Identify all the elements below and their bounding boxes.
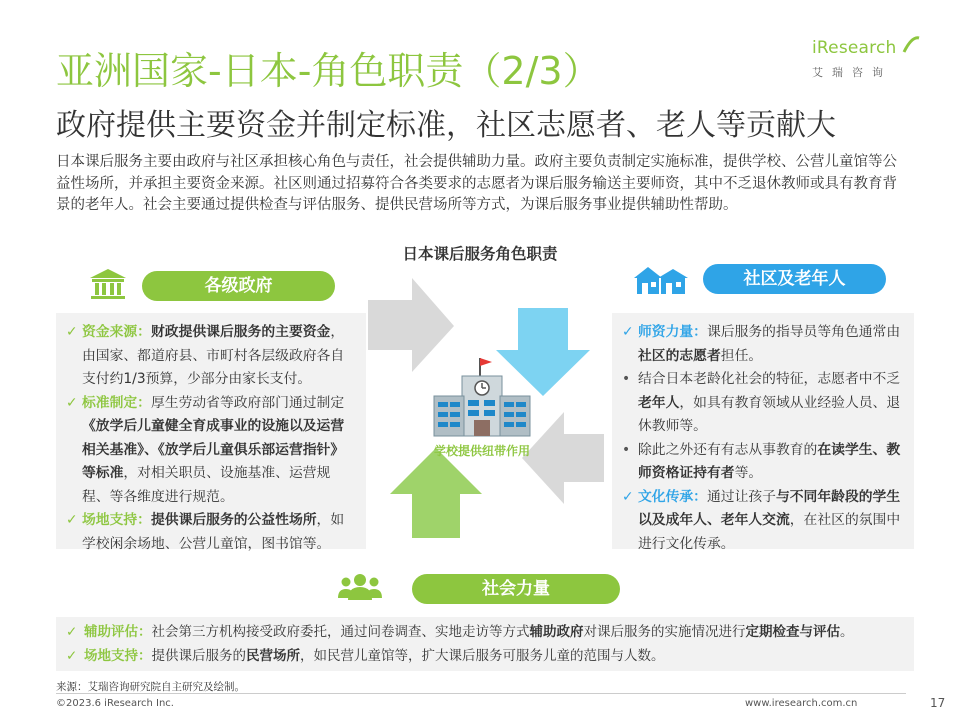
item-text: 厚生劳动省等政府部门通过制定 [150,394,345,411]
item-text: ，由国家、都道府县、市町村各层级政府各自支付约1/3预算，少部分由家长支付。 [82,324,345,387]
item-bold: 辅助政府 [529,624,584,640]
community-item-teachers [622,321,904,368]
item-text: 。 [840,624,854,640]
item-key: 标准制定： [82,394,151,411]
item-text: ，对相关职员、设施基准、运营规程、等各维度进行规范。 [82,465,331,505]
government-label: 各级政府 [142,271,335,301]
website-link[interactable]: www.iresearch.com.cn [745,698,858,709]
item-text: 结合日本老龄化社会的特征，志愿者中不乏 [638,371,901,387]
item-bold: 在读学生、教师资格证持有者 [638,441,901,481]
community-label: 社区及老年人 [703,264,886,294]
community-item-culture [622,486,904,557]
page-subtitle: 政府提供主要资金并制定标准，社区志愿者、老人等贡献大 [56,108,836,143]
footer-divider [56,693,906,694]
intro-paragraph: 日本课后服务主要由政府与社区承担核心角色与责任，社会提供辅助力量。政府主要负责制定实施标准，提供学校、公营儿童馆等公益性场所，并承担主要资金来源。社区则通过招募符合各类要求的志愿者为课后服务输送主要师资，其中不乏退休教师或具有教育背景的老年人。社会主要通过提供检查与评估服务、提供民营场所等方式，为课后服务事业提供辅助性帮助。 [56,154,897,213]
item-text: 等。 [734,465,763,481]
item-bold: 与不同年龄段的学生以及成年人、老年人交流 [638,488,901,528]
item-text: 社会第三方机构接受政府委托，通过问卷调查、实地走访等方式 [151,624,530,640]
item-text: 对课后服务的实施情况进行 [583,624,746,640]
item-text: ，在社区的氛围中进行文化传承。 [638,512,901,552]
item-text: 提供课后服务的 [151,648,246,664]
people-group-icon [338,572,382,602]
society-label: 社会力量 [412,574,620,604]
society-item-venue [66,644,904,668]
item-bold: 社区的志愿者 [638,347,721,364]
logo-wordmark: iResearch [812,38,897,58]
item-text: 课后服务的指导员等角色通常由 [706,324,901,340]
page-title: 亚洲国家-日本-角色职责（2/3） [56,49,601,93]
school-building-icon [430,356,534,440]
community-item-elderly [622,368,904,439]
check-icon: ✓ [66,624,78,640]
item-text: 通过让孩子 [706,488,776,505]
check-icon: ✓ [622,324,634,340]
page-number: 17 [930,696,946,710]
check-icon: ✓ [66,324,78,340]
item-text: ，如民营儿童馆等，扩大课后服务可服务儿童的范围与人数。 [300,648,665,664]
source-note: 来源：艾瑞咨询研究院自主研究及绘制。 [56,681,245,693]
government-panel [56,313,366,552]
logo-subtext: 艾瑞咨询 [812,66,892,79]
item-key: 文化传承： [638,488,707,505]
item-text: 担任。 [720,347,763,364]
item-key: 资金来源： [82,324,151,340]
diagram-center-label: 学校提供纽带作用 [433,444,530,458]
society-item-evaluation [66,620,904,644]
diagram-title: 日本课后服务角色职责 [402,245,558,263]
iresearch-logo [810,34,926,86]
item-key: 辅助评估： [84,624,152,640]
government-item-standards [66,392,356,510]
item-key: 场地支持： [84,648,152,664]
check-icon: ✓ [66,394,78,411]
copyright-text: ©2023.6 iResearch Inc. [56,698,174,709]
item-key: 场地支持： [82,512,151,528]
logo-swoosh-icon [902,34,920,56]
check-icon: ✓ [66,512,78,528]
society-panel [56,617,914,671]
bullet-dot-icon: • [622,441,631,458]
community-item-students [622,439,904,486]
check-icon: ✓ [66,648,78,664]
bullet-dot-icon: • [622,371,631,387]
arrow-bottom-left-icon [390,448,482,538]
house-icon [632,264,690,296]
government-item-venue [66,509,356,556]
item-text: ，如学校闲余场地、公营儿童馆，图书馆等。 [82,512,345,552]
government-building-icon [88,267,128,301]
item-text: ，如具有教育领域从业经验人员、退休教师等。 [638,394,901,434]
item-bold: 财政提供课后服务的主要资金 [150,324,331,340]
item-text: 除此之外还有有志从事教育的 [638,441,818,458]
government-item-funding [66,321,356,392]
community-panel [612,313,914,552]
item-bold: 民营场所 [246,648,300,664]
item-key: 师资力量： [638,324,707,340]
item-bold: 提供课后服务的公益性场所 [150,512,317,528]
check-icon: ✓ [622,488,634,505]
item-bold: 定期检查与评估 [745,624,840,640]
item-bold: 老年人 [638,394,680,411]
item-bold: 《放学后儿童健全育成事业的设施以及运营相关基准》、《放学后儿童俱乐部运营指针》等标准 [82,418,345,481]
